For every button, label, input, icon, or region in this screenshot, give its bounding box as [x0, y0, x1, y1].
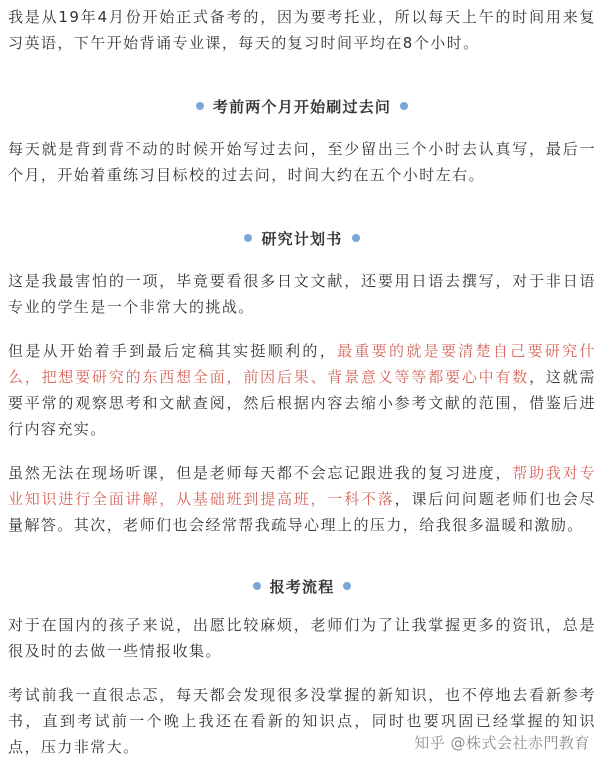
bullet-dot-icon	[244, 234, 252, 242]
highlighted-text: 帮助我对专业知识进行全面讲解，从基础班到提高班，一科不落	[8, 464, 596, 508]
section-heading-text: 考前两个月开始刷过去问	[212, 98, 392, 116]
section-heading-research-plan	[0, 228, 604, 250]
paragraph-past-exam-practice: 每天就是背到背不动的时候开始写过去问，至少留出三个小时去认真写，最后一个月，开始着重练习目标校的过去问，时间大约在五个小时左右。	[8, 140, 596, 184]
paragraph-text: 虽然无法在现场听课，但是老师每天都不会忘记跟进我的复习进度，	[8, 464, 513, 482]
bullet-dot-icon	[400, 102, 408, 110]
section-heading-past-exams	[0, 96, 604, 118]
paragraph-application-info: 对于在国内的孩子来说，出愿比较麻烦，老师们为了让我掌握更多的资讯，总是很及时的去做一些情报收集。	[8, 616, 596, 660]
section-heading-application-process	[0, 576, 604, 598]
paragraph-text: ，课后问问题老师们也会尽量解答。其次，老师们也会经常帮我疏导心理上的压力，给我很多温暖和激励。	[8, 490, 597, 534]
paragraph-research-plan-process	[8, 338, 596, 442]
bullet-dot-icon	[253, 582, 261, 590]
highlighted-text: 最重要的就是要清楚自己要研究什么，把想要研究的东西想全面，前因后果、背景意义等等都要心中有数	[8, 342, 596, 386]
watermark-text: 知乎 @株式会社赤門教育	[414, 734, 590, 752]
paragraph-teacher-support	[8, 460, 596, 538]
paragraph-text: ，这就需要平常的观察思考和文献查阅，然后根据内容去缩小参考文献的范围，借鉴后进行内容充实。	[8, 368, 596, 438]
paragraph-study-schedule: 我是从19年4月份开始正式备考的，因为要考托业，所以每天上午的时间用来复习英语，下午开始背诵专业课，每天的复习时间平均在8个小时。	[8, 8, 596, 52]
bullet-dot-icon	[196, 102, 204, 110]
paragraph-research-plan-challenge: 这是我最害怕的一项，毕竟要看很多日文文献，还要用日语去撰写，对于非日语专业的学生是一个非常大的挑战。	[8, 272, 596, 316]
paragraph-exam-pressure: 考试前我一直很忐忑，每天都会发现很多没掌握的新知识，也不停地去看新参考书，直到考试前一个晚上我还在看新的知识点，同时也要巩固已经掌握的知识点，压力非常大。	[8, 686, 596, 756]
section-heading-text: 研究计划书	[261, 230, 343, 248]
section-heading-text: 报考流程	[269, 578, 335, 596]
bullet-dot-icon	[352, 234, 360, 242]
paragraph-text: 但是从开始着手到最后定稿其实挺顺利的，	[8, 342, 338, 360]
bullet-dot-icon	[343, 582, 351, 590]
